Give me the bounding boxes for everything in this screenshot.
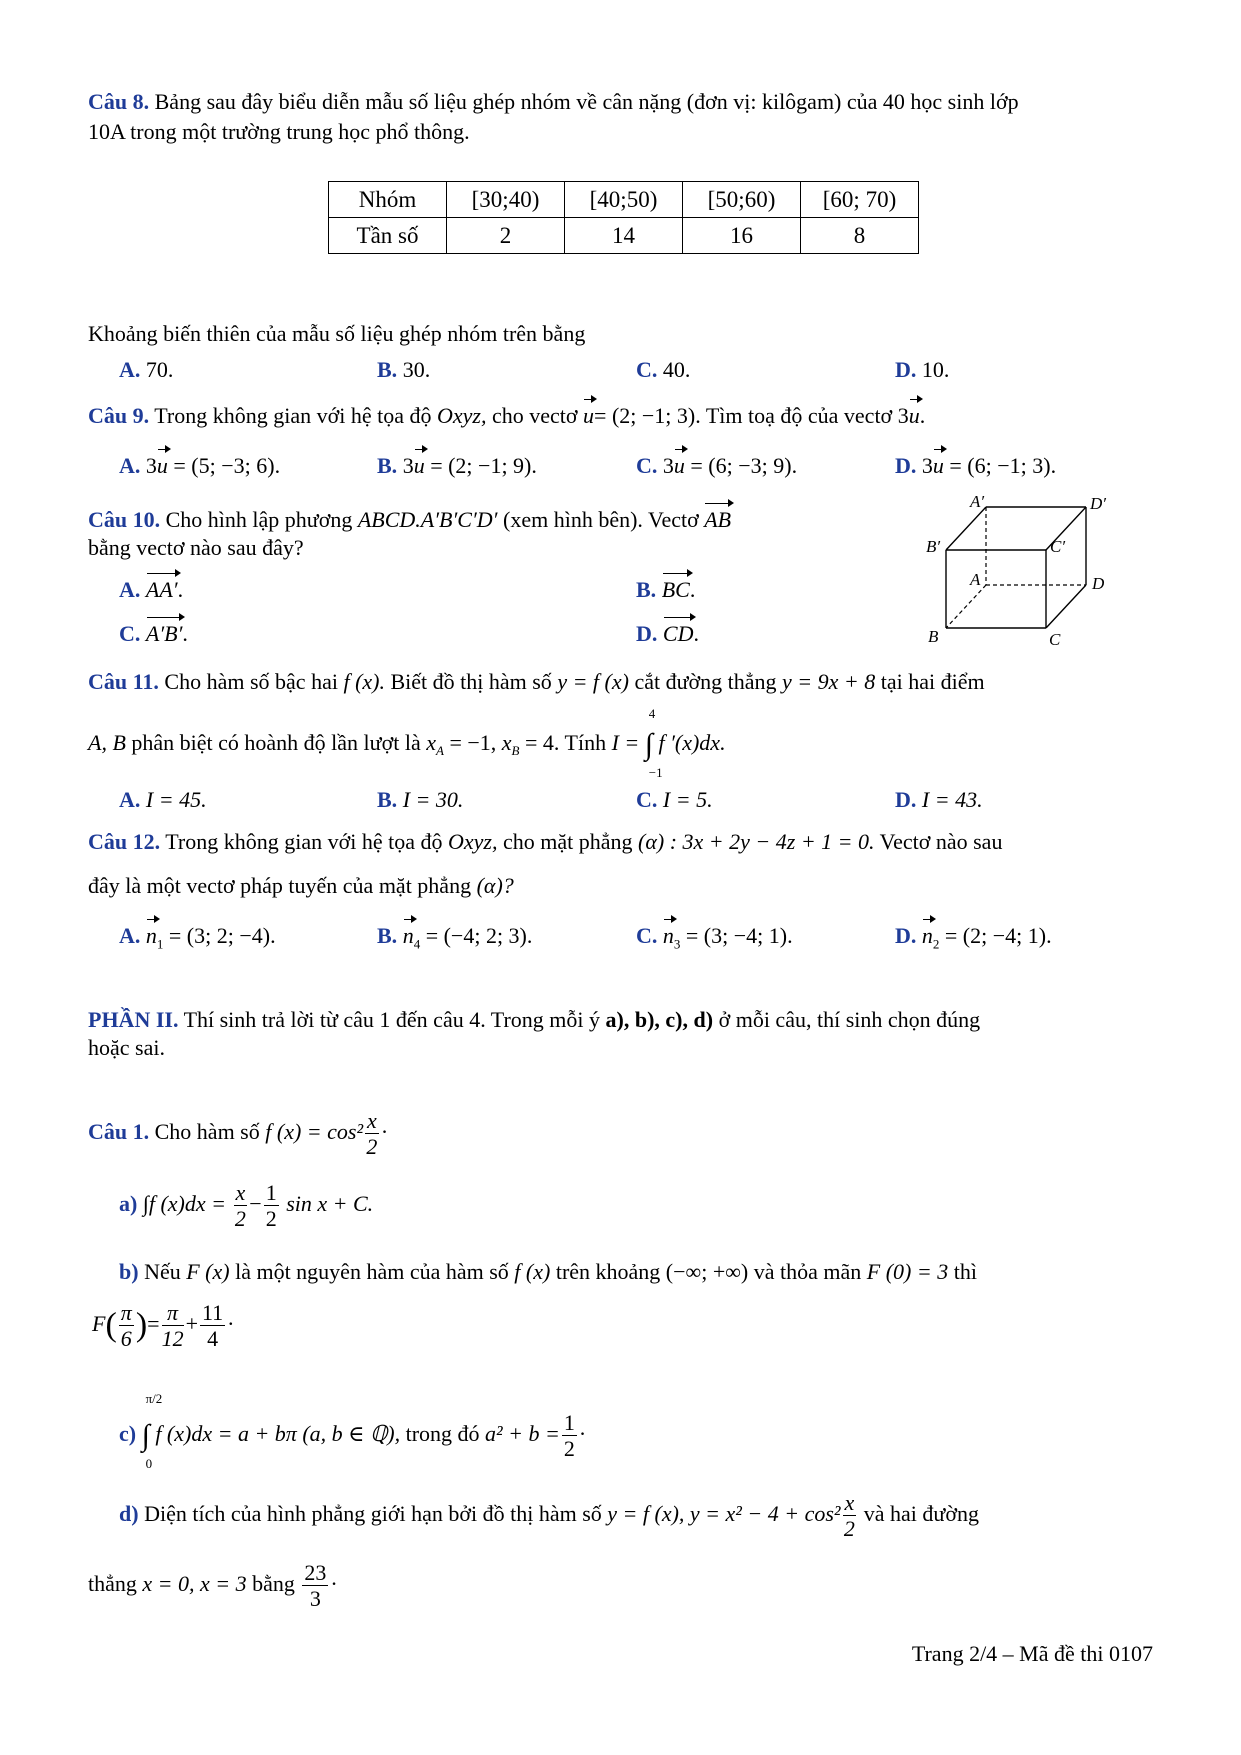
q10-option-c bbox=[119, 620, 188, 648]
vertex-label: D′ bbox=[1090, 495, 1106, 513]
option-label: D. bbox=[895, 453, 917, 478]
paren: ( bbox=[105, 1306, 117, 1344]
q10-line2: bằng vectơ nào sau đây? bbox=[88, 535, 304, 560]
part2-line2: hoặc sai. bbox=[88, 1035, 165, 1060]
option-label: A. bbox=[119, 923, 141, 948]
option-vector: BC bbox=[661, 577, 690, 602]
q10-option-d bbox=[636, 620, 699, 648]
option-text: 10. bbox=[921, 357, 950, 382]
c1a-line bbox=[119, 1180, 373, 1232]
table-header-cell: [40;50) bbox=[565, 182, 683, 218]
option-label: D. bbox=[636, 621, 658, 646]
q9-text: Tìm toạ độ của vectơ 3 bbox=[705, 403, 909, 428]
part2-text: Thí sinh trả lời từ câu 1 đến câu 4. Trong mỗi ý bbox=[183, 1007, 601, 1032]
option-label: D. bbox=[895, 357, 917, 382]
q11-xb-value: = 4. bbox=[524, 729, 560, 755]
numerator: 1 bbox=[265, 1180, 277, 1205]
part2-b: b), bbox=[634, 1007, 660, 1032]
c1b-text: trên khoảng bbox=[555, 1259, 661, 1284]
q9-option-c: C. 3u = (6; −3; 9). bbox=[636, 453, 798, 478]
q8-label: Câu 8. bbox=[88, 89, 150, 114]
q11-xb: x bbox=[501, 729, 512, 755]
q11-integrand: f ′(x)dx. bbox=[658, 729, 726, 755]
c1-label: Câu 1. bbox=[88, 1118, 150, 1144]
c1c-cond: (a, b ∈ ℚ), bbox=[302, 1420, 401, 1446]
q11-option-c bbox=[636, 786, 713, 814]
numerator: π bbox=[120, 1300, 132, 1325]
c1b-line1 bbox=[119, 1258, 977, 1286]
q10-vector-ab: AB bbox=[704, 507, 732, 532]
vertex-label: B′ bbox=[926, 537, 941, 556]
c1b-line2 bbox=[92, 1300, 235, 1352]
q10-text: (xem hình bên). Vectơ bbox=[503, 507, 699, 532]
option-vector-sub: 1 bbox=[156, 936, 164, 952]
c1d-line1 bbox=[119, 1490, 979, 1542]
edge-a-b-hidden bbox=[946, 585, 986, 628]
denominator: 2 bbox=[843, 1516, 855, 1542]
option-label: B. bbox=[377, 357, 398, 382]
q10-cube-name: ABCD.A′B′C′D′ bbox=[357, 507, 498, 532]
denominator: 2 bbox=[366, 1134, 378, 1160]
c1b-F: F bbox=[92, 1310, 106, 1336]
vector-u: u bbox=[932, 453, 944, 478]
option-label: C. bbox=[119, 621, 141, 646]
vertex-label: D bbox=[1092, 574, 1105, 593]
q12-text: đây là một vectơ pháp tuyến của mặt phẳng bbox=[88, 873, 472, 898]
q12-option-c bbox=[636, 922, 793, 953]
q8-text-2: 10A trong một trường trung học phổ thông. bbox=[88, 119, 470, 144]
c1d-label: d) bbox=[119, 1500, 139, 1526]
table-cell: 2 bbox=[447, 218, 565, 254]
c1d-text: thẳng bbox=[88, 1570, 137, 1596]
option-label: D. bbox=[895, 923, 917, 948]
option-label: C. bbox=[636, 787, 658, 812]
page-footer: Trang 2/4 – Mã đề thi 0107 bbox=[911, 1641, 1153, 1666]
c1d-text: Diện tích của hình phẳng giới hạn bởi đồ thị hàm số bbox=[144, 1500, 602, 1526]
c1-text: Cho hàm số bbox=[154, 1118, 260, 1144]
q11-text: tại hai điểm bbox=[880, 669, 985, 694]
q9-vector-u: u bbox=[908, 403, 920, 428]
option-label: A. bbox=[119, 453, 141, 478]
option-text: I = 43. bbox=[921, 787, 983, 812]
option-text: = (5; −3; 6). bbox=[173, 453, 281, 478]
q9-oxyz: Oxyz, bbox=[437, 403, 487, 428]
c1c-expr: a² + b = bbox=[485, 1420, 560, 1446]
edge-a1-b1 bbox=[946, 507, 986, 550]
q11-option-b bbox=[377, 786, 463, 814]
q9-text: cho vectơ bbox=[491, 403, 578, 428]
paren: ) bbox=[135, 1306, 148, 1344]
option-label: B. bbox=[377, 787, 398, 812]
c1b-Fx: F (x) bbox=[186, 1259, 230, 1284]
option-label: A. bbox=[119, 787, 141, 812]
q11-text: Biết đồ thị hàm số bbox=[390, 669, 552, 694]
fraction bbox=[302, 1560, 328, 1612]
option-label: A. bbox=[119, 357, 141, 382]
q12-alpha: (α)? bbox=[476, 873, 514, 898]
q12-option-b bbox=[377, 922, 532, 953]
option-text: 30. bbox=[402, 357, 431, 382]
c1b-text: thì bbox=[953, 1259, 977, 1284]
q12-plane: (α) : 3x + 2y − 4z + 1 = 0. bbox=[638, 829, 875, 854]
option-vector: n bbox=[921, 923, 933, 948]
numerator: π bbox=[162, 1300, 184, 1326]
q11-text: Tính bbox=[564, 729, 607, 755]
c1-line bbox=[88, 1108, 388, 1160]
q11-points: A, B bbox=[88, 729, 126, 755]
integral-lower: 0 bbox=[145, 1456, 153, 1472]
q11-xa: x bbox=[426, 729, 436, 755]
part2-line1 bbox=[88, 1006, 980, 1034]
part2-a: a), bbox=[605, 1007, 630, 1032]
vertex-label: A bbox=[970, 570, 981, 589]
q8-option-d bbox=[895, 356, 949, 384]
c1b-cond: F (0) = 3 bbox=[866, 1259, 949, 1284]
q11-I: I = bbox=[611, 729, 640, 755]
part2-text: ở mỗi câu, thí sinh chọn đúng bbox=[718, 1007, 981, 1032]
option-vector: n bbox=[662, 923, 674, 948]
integral-lower: −1 bbox=[648, 765, 663, 781]
equals: = bbox=[147, 1310, 160, 1336]
q9-text: Trong không gian với hệ tọa độ bbox=[154, 403, 432, 428]
c1c-text: trong đó bbox=[405, 1420, 480, 1446]
q9-vector-u-value: = (2; −1; 3). bbox=[594, 403, 701, 428]
option-vector: CD bbox=[662, 621, 694, 646]
c1c-end: · bbox=[578, 1420, 587, 1446]
integral-upper: π/2 bbox=[145, 1391, 163, 1407]
q8-frequency-table bbox=[328, 181, 919, 254]
q12-text: cho mặt phẳng bbox=[502, 829, 633, 854]
option-text: = (2; −4; 1). bbox=[944, 923, 1052, 948]
vertex-label: B bbox=[928, 627, 939, 646]
numerator: x bbox=[235, 1180, 246, 1205]
q11-xa-sub: A bbox=[435, 743, 444, 759]
c1b-end: · bbox=[227, 1310, 235, 1336]
option-text: I = 45. bbox=[145, 787, 207, 812]
q8-line2 bbox=[88, 118, 470, 146]
c1c-line bbox=[119, 1391, 587, 1472]
q11-line: y = 9x + 8 bbox=[782, 669, 876, 694]
fraction bbox=[200, 1300, 225, 1352]
option-text: . bbox=[177, 577, 184, 602]
option-text: = (2; −1; 9). bbox=[430, 453, 537, 478]
c1d-f2: y = x² − 4 + cos² bbox=[689, 1500, 841, 1526]
option-vector: A′B′ bbox=[145, 621, 183, 646]
q8-question: Khoảng biến thiên của mẫu số liệu ghép nhóm trên bằng bbox=[88, 321, 586, 346]
q11-yfx: y = f (x) bbox=[557, 669, 629, 694]
q12-oxyz: Oxyz, bbox=[448, 829, 498, 854]
vertex-label: C bbox=[1049, 630, 1061, 649]
option-vector-sub: 2 bbox=[932, 936, 940, 952]
part2-c: c), bbox=[665, 1007, 689, 1032]
c1b-text: là một nguyên hàm của hàm số bbox=[235, 1259, 509, 1284]
option-text: . bbox=[182, 621, 188, 646]
vector-u: u bbox=[156, 453, 168, 478]
q11-text: cắt đường thẳng bbox=[634, 669, 777, 694]
option-label: A. bbox=[119, 577, 141, 602]
option-label: B. bbox=[377, 923, 398, 948]
c1b-text: và thỏa mãn bbox=[753, 1259, 862, 1284]
q8-line1 bbox=[88, 88, 1019, 116]
c1a-rest: sin x + C. bbox=[286, 1190, 374, 1216]
integral-sign: ∫ 4 −1 bbox=[644, 706, 663, 781]
table-header-cell: [50;60) bbox=[683, 182, 801, 218]
q8-text-1: Bảng sau đây biểu diễn mẫu số liệu ghép nhóm về cân nặng (đơn vị: kilôgam) của 40 học sinh lớp bbox=[154, 89, 1019, 114]
q9-line1 bbox=[88, 402, 925, 430]
option-vector-sub: 3 bbox=[673, 936, 681, 952]
c1d-lines: x = 0, x = 3 bbox=[142, 1570, 247, 1596]
q11-xa-value: = −1, bbox=[449, 729, 497, 755]
vertex-label: C′ bbox=[1050, 537, 1066, 556]
c1-end: · bbox=[380, 1118, 389, 1144]
option-text: = (3; 2; −4). bbox=[168, 923, 276, 948]
c1a-label: a) bbox=[119, 1190, 138, 1216]
denominator: 3 bbox=[309, 1586, 321, 1612]
table-row bbox=[329, 218, 919, 254]
table-cell: 16 bbox=[683, 218, 801, 254]
option-vector-sub: 4 bbox=[413, 936, 421, 952]
option-text: = (6; −3; 9). bbox=[690, 453, 798, 478]
q8-option-a bbox=[119, 356, 173, 384]
q12-line1 bbox=[88, 828, 1002, 856]
vertex-label: A′ bbox=[970, 495, 985, 511]
integral-upper: 4 bbox=[648, 706, 656, 721]
option-text: I = 30. bbox=[402, 787, 464, 812]
c1b-text: Nếu bbox=[144, 1259, 181, 1284]
q12-line2 bbox=[88, 872, 514, 900]
q9-option-a: A. 3u = (5; −3; 6). bbox=[119, 453, 281, 478]
option-text: = (6; −1; 3). bbox=[949, 453, 1057, 478]
q9-vector-u: u bbox=[583, 403, 595, 428]
table-header-cell: Nhóm bbox=[329, 182, 447, 218]
q9-option-d: D. 3u = (6; −1; 3). bbox=[895, 453, 1057, 478]
option-vector: n bbox=[402, 923, 414, 948]
option-text: = (−4; 2; 3). bbox=[425, 923, 533, 948]
q12-text: Vectơ nào sau bbox=[879, 829, 1003, 854]
q11-option-d bbox=[895, 786, 983, 814]
table-row bbox=[329, 182, 919, 218]
q11-text: Cho hàm số bậc hai bbox=[164, 669, 338, 694]
q8-option-c bbox=[636, 356, 690, 384]
c1b-label: b) bbox=[119, 1259, 139, 1284]
fraction bbox=[264, 1180, 279, 1232]
table-row-label: Tần số bbox=[329, 218, 447, 254]
denominator: 2 bbox=[265, 1206, 277, 1232]
fraction bbox=[843, 1490, 857, 1542]
vector-u: u bbox=[413, 453, 425, 478]
option-label: D. bbox=[895, 787, 917, 812]
c1c-body: f (x)dx = a + bπ bbox=[155, 1420, 297, 1446]
table-header-cell: [60; 70) bbox=[801, 182, 919, 218]
c1d-end: · bbox=[330, 1570, 338, 1596]
q10-option-a bbox=[119, 576, 183, 604]
fraction bbox=[162, 1300, 184, 1352]
numerator: x bbox=[844, 1490, 855, 1515]
q11-text: phân biệt có hoành độ lần lượt là bbox=[131, 729, 421, 755]
option-label: C. bbox=[636, 357, 658, 382]
numerator: 23 bbox=[304, 1560, 327, 1585]
integral-sign: ∫ π/2 0 bbox=[141, 1391, 163, 1472]
denominator: 6 bbox=[120, 1326, 132, 1352]
q12-option-d bbox=[895, 922, 1052, 953]
c1c-label: c) bbox=[119, 1420, 137, 1446]
q11-line1 bbox=[88, 668, 985, 696]
c1a-lhs: ∫f (x)dx = bbox=[142, 1190, 226, 1216]
q9-option-b: B. 3u = (2; −1; 9). bbox=[377, 453, 537, 478]
table-cell: 14 bbox=[565, 218, 683, 254]
option-label: C. bbox=[636, 453, 658, 478]
q11-xb-sub: B bbox=[511, 743, 520, 759]
q10-label: Câu 10. bbox=[88, 507, 161, 532]
denominator: 4 bbox=[207, 1326, 219, 1352]
q11-line2 bbox=[88, 706, 726, 781]
cube-figure bbox=[906, 495, 1136, 655]
vector-u: u bbox=[673, 453, 685, 478]
option-text: 70. bbox=[145, 357, 174, 382]
q11-label: Câu 11. bbox=[88, 669, 159, 694]
option-label: B. bbox=[377, 453, 398, 478]
option-text: 40. bbox=[662, 357, 691, 382]
q12-option-a bbox=[119, 922, 276, 953]
c1d-text: bằng bbox=[252, 1570, 295, 1596]
q10-option-b bbox=[636, 576, 695, 604]
table-cell: 8 bbox=[801, 218, 919, 254]
q12-text: Trong không gian với hệ tọa độ bbox=[165, 829, 443, 854]
table-header-cell: [30;40) bbox=[447, 182, 565, 218]
denominator: 2 bbox=[234, 1206, 246, 1232]
option-label: B. bbox=[636, 577, 657, 602]
c1d-text: và hai đường bbox=[863, 1500, 979, 1526]
numerator: 1 bbox=[563, 1410, 575, 1435]
fraction bbox=[562, 1410, 577, 1462]
option-label: C. bbox=[636, 923, 658, 948]
minus: − bbox=[249, 1190, 262, 1216]
fraction bbox=[234, 1180, 248, 1232]
numerator: 11 bbox=[201, 1300, 224, 1325]
q8-option-b bbox=[377, 356, 430, 384]
part2-d: d) bbox=[693, 1007, 714, 1032]
c1-func: f (x) = cos² bbox=[265, 1118, 364, 1144]
q11-fx: f (x). bbox=[343, 669, 385, 694]
option-vector: n bbox=[145, 923, 157, 948]
plus: + bbox=[185, 1310, 198, 1336]
option-vector: AA′ bbox=[145, 577, 178, 602]
denominator: 2 bbox=[563, 1436, 575, 1462]
part2-title: PHẦN II. bbox=[88, 1007, 179, 1032]
edge-c-d bbox=[1046, 585, 1086, 628]
numerator: x bbox=[367, 1108, 377, 1133]
c1b-interval: (−∞; +∞) bbox=[665, 1259, 749, 1284]
fraction bbox=[365, 1108, 379, 1160]
c1d-f1: y = f (x), bbox=[607, 1500, 685, 1526]
option-text: I = 5. bbox=[662, 787, 713, 812]
q12-label: Câu 12. bbox=[88, 829, 161, 854]
q10-text: Cho hình lập phương bbox=[165, 507, 353, 532]
option-text: . bbox=[693, 621, 699, 646]
option-text: . bbox=[689, 577, 696, 602]
denominator: 12 bbox=[161, 1326, 184, 1352]
option-text: = (3; −4; 1). bbox=[685, 923, 793, 948]
fraction bbox=[119, 1300, 134, 1352]
q9-label: Câu 9. bbox=[88, 403, 150, 428]
q10-line1 bbox=[88, 506, 731, 534]
q11-option-a bbox=[119, 786, 207, 814]
q9-text: . bbox=[919, 403, 926, 428]
c1d-line2 bbox=[88, 1560, 338, 1612]
c1b-fx: f (x) bbox=[514, 1259, 551, 1284]
